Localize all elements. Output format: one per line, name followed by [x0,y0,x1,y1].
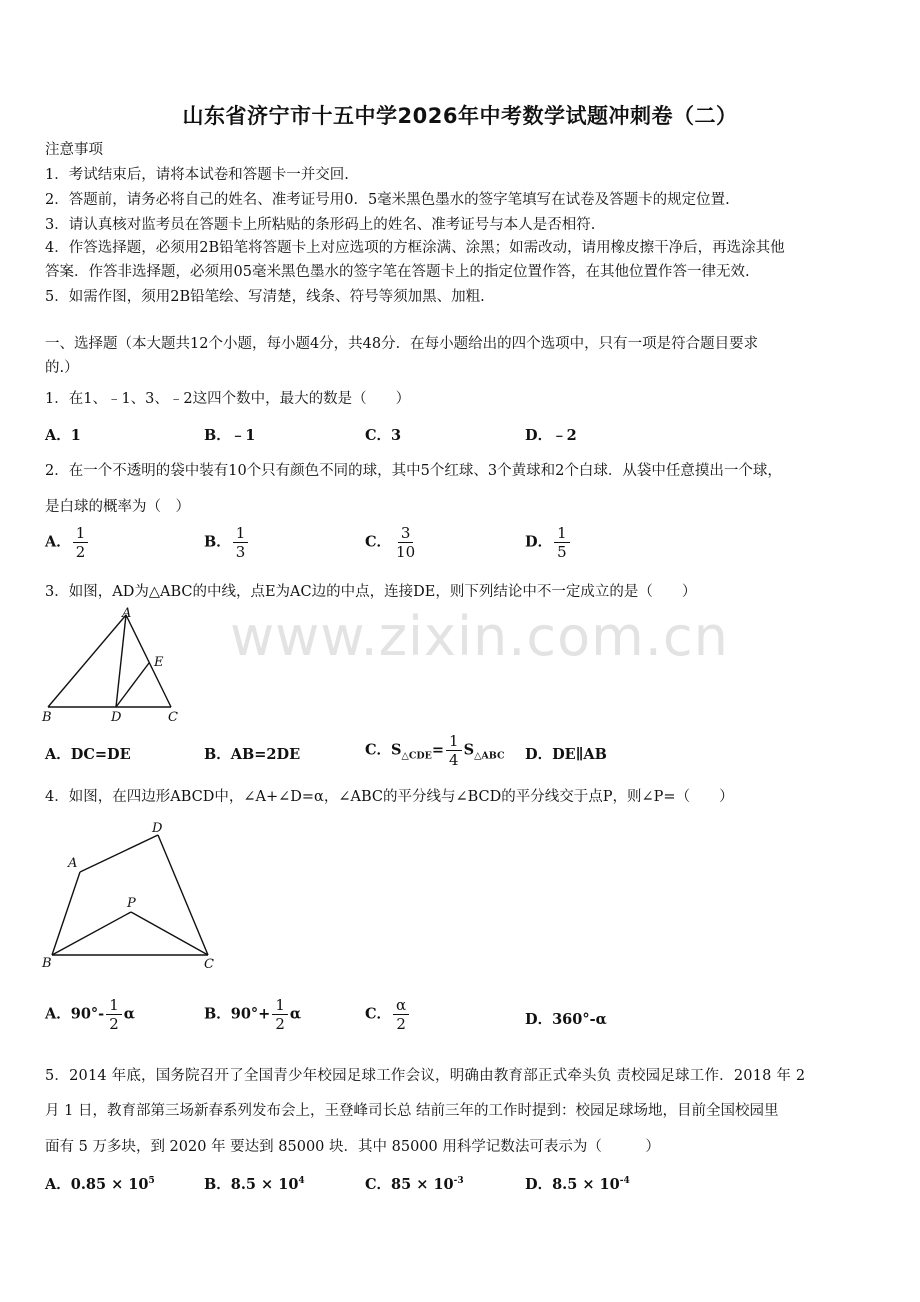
q3-option-d: D．DE∥AB [525,746,607,763]
q2-stem-cont: 是白球的概率为（ ） [45,499,190,515]
fraction: $\frac{1}{2}$ [272,996,288,1033]
q4-label-a: A [68,856,78,871]
q5-option-b: B．$8.5 \times 10^4$ [204,1176,305,1193]
q5-stem-cont-2: 面有 5 万多块，到 2020 年 要达到 85000 块．其中 85000 用科学记数法可表示为（ ） [45,1139,660,1155]
q4-label-d: D [152,821,163,836]
q4-option-d: D．360°-α [525,1011,607,1028]
q3-option-a: A．DC=DE [45,746,131,763]
q5-stem-cont-1: 月 1 日，教育部第三场新春系列发布会上，王登峰司长总 结前三年的工作时提到：校园足球场地，目前全国校园里 [45,1103,779,1119]
fraction: $\frac{\alpha}{2}$ [393,996,409,1033]
notice-item-1: 1．考试结束后，请将本试卷和答题卡一并交回. [45,167,349,183]
fraction: $\frac{1}{5}$ [554,524,570,561]
q2-option-d: D． $\frac{1}{5}$ [525,524,572,561]
q4-label-p: P [127,896,136,911]
q5-option-c: C．$85 \times 10^{-3}$ [365,1176,464,1193]
fraction: $\frac{1}{4}$ [446,732,462,769]
q4-label-c: C [204,957,214,972]
q5-stem: 5．2014 年底，国务院召开了全国青少年校园足球工作会议，明确由教育部正式牵头负 责校园足球工作．2018 年 2 [45,1068,806,1084]
q1-stem: 1．在1、﹣1、3、﹣2这四个数中，最大的数是（ ） [45,391,411,407]
q1-option-a: A．1 [45,427,81,444]
page-title: 山东省济宁市十五中学2026年中考数学试题冲刺卷（二） [182,104,738,128]
q2-option-b: B． $\frac{1}{3}$ [204,524,250,561]
notice-item-3: 3．请认真核对监考员在答题卡上所粘贴的条形码上的姓名、准考证号与本人是否相符. [45,217,596,233]
q3-label-b: B [42,710,52,725]
q4-option-a: A．90°- $\frac{1}{2}$ α [45,996,135,1033]
notice-item-2: 2．答题前，请务必将自己的姓名、准考证号用0．5毫米黑色墨水的签字笔填写在试卷及答题卡的规定位置. [45,192,730,208]
q4-option-b: B．90°+ $\frac{1}{2}$ α [204,996,302,1033]
q4-label-b: B [42,956,52,971]
q5-option-a: A．$0.85 \times 10^5$ [45,1176,155,1193]
q5-option-d: D．$8.5 \times 10^{-4}$ [525,1176,630,1193]
q2-option-c: C． $\frac{3}{10}$ [365,524,420,561]
watermark: www.zixin.com.cn [230,605,729,668]
fraction: $\frac{1}{2}$ [106,996,122,1033]
q2-option-a: A． $\frac{1}{2}$ [45,524,90,561]
q3-label-e: E [154,655,164,670]
q2-stem: 2．在一个不透明的袋中装有10个只有颜色不同的球，其中5个红球、3个黄球和2个白球．从袋中任意摸出一个球， [45,463,782,479]
q1-option-b: B．﹣1 [204,427,256,444]
fraction: $\frac{1}{3}$ [233,524,249,561]
q3-option-b: B．AB=2DE [204,746,301,763]
notice-item-5: 5．如需作图，须用2B铅笔绘、写清楚，线条、符号等须加黑、加粗. [45,289,485,305]
fraction: $\frac{3}{10}$ [396,524,416,561]
section-heading: 一、选择题（本大题共12个小题，每小题4分，共48分．在每小题给出的四个选项中，只有一项是符合题目要求 [45,336,759,352]
fraction: $\frac{1}{2}$ [73,524,89,561]
q4-quadrilateral-figure [38,815,223,975]
q3-label-d: D [111,710,122,725]
q1-option-d: D．﹣2 [525,427,577,444]
notice-heading: 注意事项 [45,142,103,158]
q3-label-c: C [168,710,178,725]
notice-item-4: 4．作答选择题，必须用2B铅笔将答题卡上对应选项的方框涂满、涂黑；如需改动，请用橡皮擦干净后，再选涂其他 [45,240,785,256]
section-heading-cont: 的.） [45,360,79,376]
q4-option-c: C． $\frac{\alpha}{2}$ [365,996,411,1033]
q3-label-a: A [122,606,132,621]
q3-stem: 3．如图，AD为△ABC的中线，点E为AC边的中点，连接DE，则下列结论中不一定成立的是（ ） [45,584,697,600]
notice-item-4-cont: 答案．作答非选择题，必须用05毫米黑色墨水的签字笔在答题卡上的指定位置作答，在其他位置作答一律无效. [45,264,750,280]
q3-triangle-figure [38,605,188,730]
q4-stem: 4．如图，在四边形ABCD中，∠A+∠D=α，∠ABC的平分线与∠BCD的平分线交于点P，则∠P=（ ） [45,789,734,805]
q3-option-c: C．$S_{\triangle CDE}=$ $\frac{1}{4}$ $S_{\triangle ABC}$ [365,732,505,769]
q1-option-c: C．3 [365,427,402,444]
